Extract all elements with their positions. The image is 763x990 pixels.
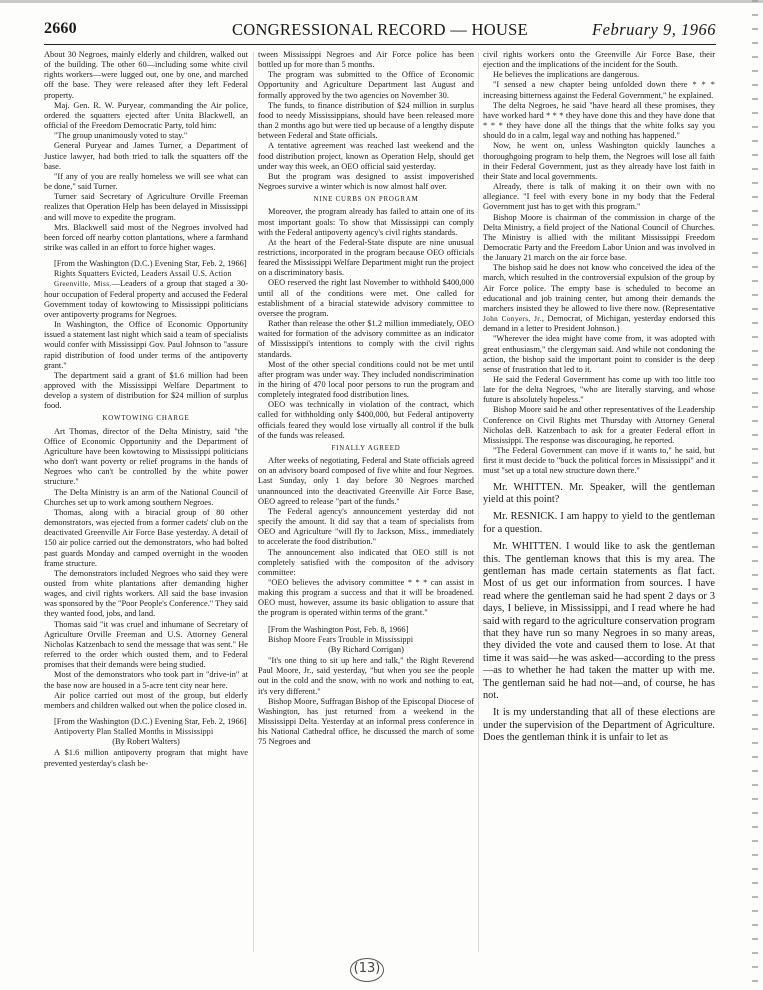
paragraph: Most of the other special conditions could not be met until after program was under way. They included nondiscrimination in the hiring of 470 local poor persons to run the program and completely integrated food distribution lines. [258, 359, 474, 400]
paragraph: OEO was technically in violation of the contract, which called for withholding only $400,000, but Federal antipoverty officials feared they would lose virtually all control if the bulk of the funds was released. [258, 400, 474, 440]
paragraph: "It's one thing to sit up here and talk," the Right Reverend Paul Moore, Jr., said yesterday, "but when you see the people out in the cold and the snow, with no work and nothing to eat, it's very different." [258, 656, 474, 696]
paragraph: Mrs. Blackwell said most of the Negroes involved had been forced off nearby cotton plantations, where a farmhand strike was called in an effort to force higher wages. [44, 222, 248, 252]
paragraph: The Delta Ministry is an arm of the National Council of Churches set up to work among southern Negroes. [44, 487, 248, 507]
paragraph: Moreover, the program already has failed to attain one of its most important goals: To show that Mississippi can comply with the Federal antipoverty agency's civil rights standards. [258, 207, 474, 237]
floor-remark: Mr. RESNICK. I am happy to yield to the gentleman for a question. [483, 511, 715, 535]
header-rule [44, 44, 716, 45]
paragraph: After weeks of negotiating, Federal and State officials agreed on an advisory board composed of five white and four Negroes. Last Sunday, only 1 day before 30 Negroes marched unannounced into the deactivated Greenville Air Force Base, OEO agreed to release "part of the funds." [258, 456, 474, 506]
scan-margin-marks [752, 0, 758, 990]
paragraph: civil rights workers onto the Greenville Air Force Base, their ejection and the implications of the incident for the South. [483, 50, 715, 70]
paragraph: Turner said Secretary of Agriculture Orville Freeman realizes that Operation Help has been delayed in Mississippi and will move to expedite the program. [44, 192, 248, 222]
paragraph: The Federal agency's announcement yesterday did not specify the amount. It did say that a team of specialists from OEO and Agriculture "will fly to Jackson, Miss., immediately to accelerate the food distribution." [258, 506, 474, 547]
paragraph-text: The bishop said he does not know who conceived the idea of the march, which resulted in the controversial expulsion of the group by Air Force police. The empty base is scheduled to become an educational and job training center, but among their demands the marchers insisted they be allowed to live there now. (Representative [483, 263, 715, 313]
paragraph: At the heart of the Federal-State dispute are nine unusual restrictions, incorporated in the program because OEO officials feared the Mississippi Welfare Department might run the project on a discriminatory basis. [258, 237, 474, 278]
member-name: John Conyers, Jr. [483, 315, 542, 324]
paragraph [483, 263, 715, 334]
page-number: 2660 [44, 20, 77, 37]
subheading: KOWTOWING CHARGE [102, 415, 190, 423]
running-header [44, 20, 716, 46]
handwritten-folio-mark [350, 958, 384, 982]
paragraph: "The Federal Government can move if it wants to," he said, but first it must decide to "buck the political forces in Mississippi" and it must "set up a total new structure down there." [483, 446, 715, 476]
paragraph: Art Thomas, director of the Delta Ministry, said "the Office of Economic Opportunity and the Department of Agriculture have been kowtowing to Mississippi politicians who don't want poverty or relief programs in the hands of Negroes who can't be controlled by the white power structure." [44, 426, 248, 487]
paragraph: The department said a grant of $1.6 million had been approved with the Mississippi Welfare Department to develop a system of distribution for $24 million of surplus food. [44, 370, 248, 411]
paragraph-text: —Leaders of a group that staged a 30-hour occupation of Federal property and accused the Federal Government today of kowtowing to Mississippi politicians over antipoverty programs for Negroes. [44, 279, 248, 319]
publication-title: CONGRESSIONAL RECORD — HOUSE [231, 20, 529, 39]
paragraph-text: , Democrat, of Michigan, yesterday endorsed this demand in a letter to President Johnson.) [483, 314, 715, 334]
paragraph: Most of the demonstrators who took part in "drive-in" at the base now are housed in a 5-acre tent city near here. [44, 670, 248, 690]
column-1 [44, 50, 248, 950]
article-headline: Rights Squatters Evicted, Leaders Assail U.S. Action [54, 269, 232, 279]
paragraph: "I sensed a new chapter being unfolded down there * * * increasing bitterness against the Federal Government," he explained. [483, 80, 715, 100]
paragraph: A $1.6 million antipoverty program that might have prevented yesterday's clash be- [44, 748, 248, 768]
paragraph: Bishop Moore is chairman of the commission in charge of the Delta Ministry, a field project of the National Council of Churches. The Ministry is allied with the militant Mississippi Freedom Democratic Party and the Freedom Labor Union and was involved in the January 21 march on the air force base. [483, 212, 715, 263]
paragraph: He believes the implications are dangerous. [493, 70, 640, 80]
article-headline: Bishop Moore Fears Trouble in Mississippi [268, 634, 414, 644]
paragraph: But the program was designed to assist impoverished Negroes survive a winter which is now almost half over. [258, 171, 474, 192]
dateline: Greenville, Miss. [54, 280, 112, 289]
byline: (By Robert Walters) [112, 737, 180, 747]
paragraph: Already, there is talk of making it on their own with no allegiance. "I feel with every bone in my body that the Federal Government just has to get with this program." [483, 182, 715, 212]
paragraph: Air police carried out most of the group, but elderly members and children walked out when the police closed in. [44, 690, 248, 710]
paragraph: Now, he went on, unless Washington quickly launches a thoroughgoing program to help them, the Negroes will lose all faith in their Federal Government, just as they already have lost faith in their State and local governments. [483, 141, 715, 181]
subheading: FINALLY AGREED [331, 444, 401, 452]
paragraph: "OEO believes the advisory committee * * * can assist in making this program a success and that it will be broadened. OEO must, however, assume its basic obligation to assure that the program is operated within terms of the grant." [258, 577, 474, 618]
paragraph [44, 279, 248, 320]
paragraph: He said the Federal Government has come up with too little too late for the delta Negroes, "who are literally starving, and whose future is absolutely hopeless." [483, 375, 715, 405]
paragraph: A tentative agreement was reached last weekend and the food distribution project, known as Operation Help, should get under way this week, an OEO official said yesterday. [258, 141, 474, 171]
paragraph: Maj. Gen. R. W. Puryear, commanding the Air police, ordered the squatters ejected after Unita Blackwell, an official of the Freedom Democratic Party, told him: [44, 100, 248, 131]
issue-date: February 9, 1966 [592, 20, 716, 39]
paragraph: "If any of you are really homeless we will see what can be done," said Turner. [44, 171, 248, 192]
column-2 [258, 50, 474, 950]
paragraph: The funds, to finance distribution of $24 million in surplus food to needy Mississippians, should have been released more than 2 months ago but were tied up because of a lengthy dispute between Federal and State officials. [258, 100, 474, 141]
top-edge [0, 0, 763, 3]
paragraph: About 30 Negroes, mainly elderly and children, walked out of the building. The other 60—including some white civil rights workers—were lugged out, one by one, and marched off the base. They were released after they left Federal property. [44, 50, 248, 100]
paragraph: "Wherever the idea might have come from, it was adopted with great enthusiasm," the clergyman said. And while not condoning the action, the bishop said the important point to consider is the deep sense of frustration that led to it. [483, 334, 715, 374]
column-separator [253, 52, 254, 952]
paragraph: General Puryear and James Turner, a Department of Justice lawyer, had both tried to talk the squatters off the base. [44, 141, 248, 171]
folio-circle [350, 958, 384, 982]
paragraph: Rather than release the other $1.2 million immediately, OEO waited for formation of the advisory committee as an indicator of Mississippi's intentions to comply with the civil rights standards. [258, 319, 474, 359]
source-citation: [From the Washington (D.C.) Evening Star, Feb. 2, 1966] [54, 259, 247, 269]
paragraph: OEO reserved the right last November to withhold $400,000 until all of the conditions were met. One called for establishment of a biracial statewide advisory committee to oversee the program. [258, 278, 474, 318]
paragraph: "The group unanimously voted to stay." [54, 131, 188, 141]
article-headline: Antipoverty Plan Stalled Months in Mississippi [54, 727, 214, 737]
byline: (By Richard Corrigan) [328, 644, 404, 654]
paragraph: In Washington, the Office of Economic Opportunity issued a statement last night which said a team of specialists would confer with Mississippi Gov. Paul Johnson to "assure rapid distribution of food under terms of the antipoverty grant." [44, 320, 248, 370]
paragraph: The demonstrators included Negroes who said they were ousted from white plantations after demanding higher wages, and civil rights workers. All said the base invasion was sponsored by the "Poor People's Conference." They said they wanted food, jobs, and land. [44, 568, 248, 619]
paragraph: Thomas said "it was cruel and inhumane of Secretary of Agriculture Orville Freeman and U.S. Attorney General Nicholas Katzenbach to send the message that was sent." He referred to the order which ousted them, and to Federal promises that their demands were being studied. [44, 619, 248, 670]
paragraph: Bishop Moore said he and other representatives of the Leadership Conference on Civil Rights met Thursday with Attorney General Nicholas deB. Katzenbach to ask for a greater Federal effort in Mississippi. The response was discouraging, he reported. [483, 405, 715, 445]
paragraph: The announcement also indicated that OEO still is not completely satisfied with the compositon of the advisory committee: [258, 547, 474, 577]
column-separator [478, 52, 479, 952]
folio-number: (13) [353, 961, 381, 976]
paragraph: Bishop Moore, Suffragan Bishop of the Episcopal Diocese of Washington, has just returned from a weekend in the Mississippi Delta. Yesterday at an informal press conference in his National Cathedral office, he discussed the march of some 75 Negroes and [258, 696, 474, 747]
column-3 [483, 50, 715, 950]
source-citation: [From the Washington (D.C.) Evening Star, Feb. 2, 1966] [54, 717, 247, 726]
paragraph: Thomas, along with a biracial group of 80 other demonstrators, was ejected from a former cadets' club on the deactivated Greenville Air Force Base yesterday. A detail of 150 air police carried out the demonstrators, who had bolted past guards Monday and camped overnight in the wooden frame structure. [44, 507, 248, 568]
floor-remark: Mr. WHITTEN. Mr. Speaker, will the gentleman yield at this point? [483, 481, 715, 505]
floor-remark: Mr. WHITTEN. I would like to ask the gentleman this. The gentleman knows that this is my area. The gentleman has made certain statements as flat fact. Most of us get our information from sources. I have read where the gentleman said he had spent 2 days or 3 days, I believe, in Mississippi, and I read where he had said with regard to the agriculture conservation program that they have run so many Negroes in so many areas, they divided the vote and caused them to lose. At that time it was said—he was asked—according to the press—as to whether he had taken the matter up with me. The gentleman said he had not—and, of course, he has not. [483, 541, 715, 702]
paragraph: The program was submitted to the Office of Economic Opportunity and Agriculture Department last August and formally approved by the two agencies on November 30. [258, 70, 474, 100]
floor-remark: It is my understanding that all of these elections are under the supervision of the Department of Agriculture. Does the gentleman think it is unfair to let as [483, 707, 715, 744]
paragraph: The delta Negroes, he said "have heard all these promises, they have worked hard * * * they have done this and they have done that * * * they have done all the things that the white folks say you should do in a calm, legal way and nothing has happened." [483, 100, 715, 141]
subheading: NINE CURBS ON PROGRAM [313, 196, 419, 204]
paragraph: tween Mississippi Negroes and Air Force police has been bottled up for more than 5 months. [258, 50, 474, 70]
source-citation: [From the Washington Post, Feb. 8, 1966] [268, 624, 409, 634]
